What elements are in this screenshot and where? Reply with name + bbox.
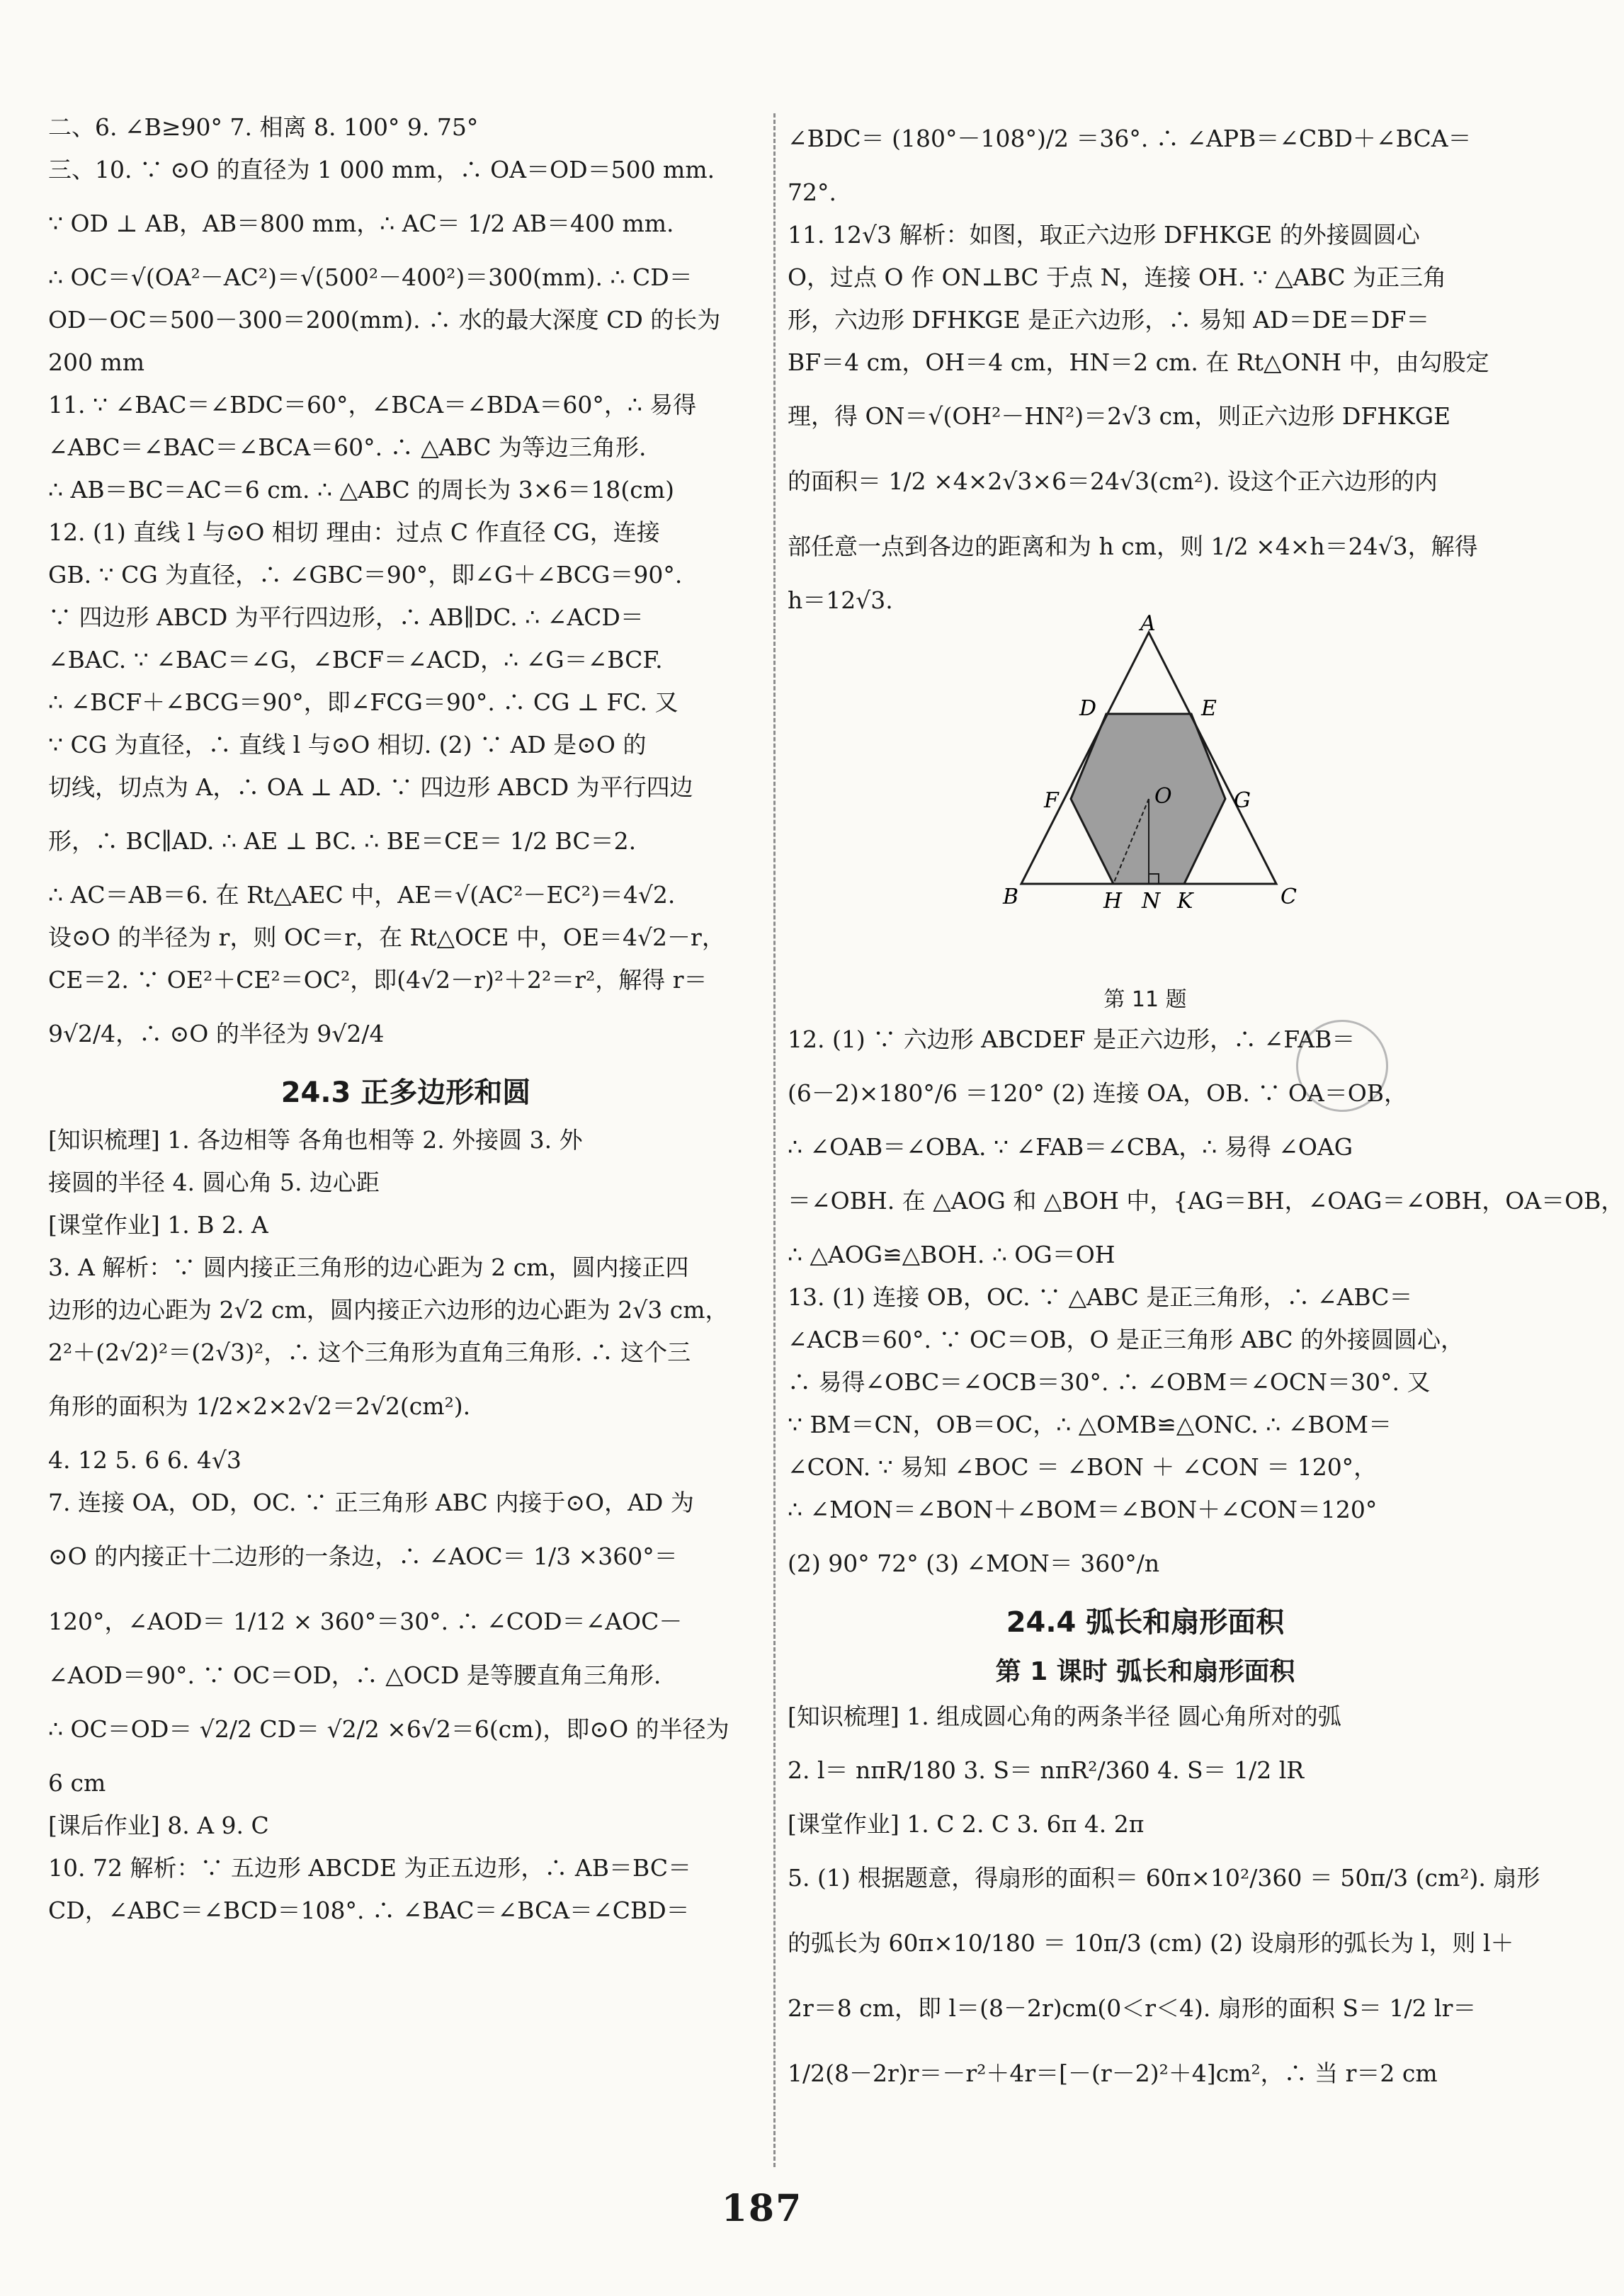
right-column: [788, 106, 1624, 2106]
text-line: ∴ AC＝AB＝6. 在 Rt△AEC 中，AE＝√(AC²－EC²)＝4√2.: [48, 881, 676, 909]
text-line: 的弧长为 60π×10/180 ＝ 10π/3 (cm) (2) 设扇形的弧长为 l，则 l＋: [788, 1929, 1514, 1957]
text-line: 接圆的半径 4. 圆心角 5. 边心距: [48, 1169, 380, 1196]
text-line: 2²＋(2√2)²＝(2√3)²，∴ 这个三角形为直角三角形. ∴ 这个三: [48, 1339, 691, 1366]
text-line: ⊙O 的内接正十二边形的一条边，∴ ∠AOC＝ 1/3 ×360°＝: [48, 1542, 678, 1570]
text-line: ∠BAC. ∵ ∠BAC＝∠G，∠BCF＝∠ACD，∴ ∠G＝∠BCF.: [48, 646, 663, 674]
text-line: ∠CON. ∵ 易知 ∠BOC ＝ ∠BON ＋ ∠CON ＝ 120°，: [788, 1453, 1378, 1481]
text-line: 2. l＝ nπR/180 3. S＝ nπR²/360 4. S＝ 1/2 lR: [788, 1756, 1305, 1784]
text-line: 5. (1) 根据题意，得扇形的面积＝ 60π×10²/360 ＝ 50π/3 (cm²). 扇形: [788, 1864, 1540, 1892]
text-line: ∴ ∠OAB＝∠OBA. ∵ ∠FAB＝∠CBA，∴ 易得 ∠OAG: [788, 1133, 1353, 1161]
point-label-e: E: [1201, 696, 1217, 721]
text-line: 1/2(8－2r)r＝－r²＋4r＝[－(r－2)²＋4]cm²，∴ 当 r＝2 cm: [788, 2059, 1438, 2087]
text-line: [课堂作业] 1. C 2. C 3. 6π 4. 2π: [788, 1810, 1145, 1838]
text-line: 理，得 ON＝√(OH²－HN²)＝2√3 cm，则正六边形 DFHKGE: [788, 402, 1451, 430]
text-line: [知识梳理] 1. 组成圆心角的两条半径 圆心角所对的弧: [788, 1703, 1341, 1730]
text-line: CE＝2. ∵ OE²＋CE²＝OC²，即(4√2－r)²＋2²＝r²，解得 r＝: [48, 966, 708, 994]
text-line: ∠BDC＝ (180°－108°)/2 ＝36°. ∴ ∠APB＝∠CBD＋∠BCA＝: [788, 125, 1472, 152]
text-line: 切线，切点为 A，∴ OA ⊥ AD. ∵ 四边形 ABCD 为平行四边: [48, 773, 693, 801]
triangle-hexagon-diagram: [1000, 611, 1298, 976]
text-line: 9√2/4，∴ ⊙O 的半径为 9√2/4: [48, 1020, 385, 1047]
text-line: 形，∴ BC∥AD. ∴ AE ⊥ BC. ∴ BE＝CE＝ 1/2 BC＝2.: [48, 827, 637, 855]
point-label-d: D: [1079, 696, 1097, 721]
text-line: [课堂作业] 1. B 2. A: [48, 1211, 268, 1239]
text-line: 3. A 解析：∵ 圆内接正三角形的边心距为 2 cm，圆内接正四: [48, 1254, 689, 1281]
point-label-g: G: [1234, 788, 1251, 813]
text-line: ∴ △AOG≌△BOH. ∴ OG＝OH: [788, 1241, 1115, 1268]
text-line: 形，六边形 DFHKGE 是正六边形，∴ 易知 AD＝DE＝DF＝: [788, 306, 1430, 334]
answer-block-problems-12-13: [788, 1018, 1624, 1596]
section-heading-24-4: 24.4 弧长和扇形面积: [1006, 1606, 1285, 1639]
point-label-a: A: [1140, 611, 1156, 636]
text-line: 7. 连接 OA，OD，OC. ∵ 正三角形 ABC 内接于⊙O，AD 为: [48, 1489, 694, 1516]
text-line: ∵ BM＝CN，OB＝OC，∴ △OMB≌△ONC. ∴ ∠BOM＝: [788, 1411, 1392, 1438]
text-line: ∴ ∠MON＝∠BON＋∠BOM＝∠BON＋∠CON＝120°: [788, 1496, 1378, 1523]
text-line: [课后作业] 8. A 9. C: [48, 1812, 269, 1839]
text-line: 11. ∵ ∠BAC＝∠BDC＝60°，∠BCA＝∠BDA＝60°，∴ 易得: [48, 391, 697, 419]
text-line: ∠ABC＝∠BAC＝∠BCA＝60°. ∴ △ABC 为等边三角形.: [48, 433, 647, 461]
text-line: [知识梳理] 1. 各边相等 各角也相等 2. 外接圆 3. 外: [48, 1126, 583, 1154]
column-divider: [773, 113, 776, 2167]
answer-block-continued: [788, 106, 1503, 622]
answer-block-24-2: [48, 106, 763, 1067]
point-label-h: H: [1103, 889, 1123, 914]
text-line: (2) 90° 72° (3) ∠MON＝ 360°/n: [788, 1550, 1160, 1577]
text-line: OD－OC＝500－300＝200(mm). ∴ 水的最大深度 CD 的长为: [48, 306, 721, 334]
text-line: 部任意一点到各边的距离和为 h cm，则 1/2 ×4×h＝24√3，解得: [788, 533, 1478, 560]
text-line: ∴ AB＝BC＝AC＝6 cm. ∴ △ABC 的周长为 3×6＝18(cm): [48, 476, 674, 504]
text-line: 边形的边心距为 2√2 cm，圆内接正六边形的边心距为 2√3 cm，: [48, 1296, 729, 1324]
text-line: ＝∠OBH. 在 △AOG 和 △BOH 中，{AG＝BH，∠OAG＝∠OBH，OA＝OB，: [788, 1187, 1624, 1215]
point-label-b: B: [1003, 885, 1019, 909]
text-line: ∵ CG 为直径，∴ 直线 l 与⊙O 相切. (2) ∵ AD 是⊙O 的: [48, 731, 647, 758]
text-line: (6－2)×180°/6 ＝120° (2) 连接 OA，OB. ∵ OA＝OB，: [788, 1079, 1408, 1107]
text-line: O，过点 O 作 ON⊥BC 于点 N，连接 OH. ∵ △ABC 为正三角: [788, 263, 1447, 291]
left-column: [48, 106, 763, 1932]
page-number: 187: [721, 2187, 803, 2230]
text-line: 二、6. ∠B≥90° 7. 相离 8. 100° 9. 75°: [48, 113, 479, 141]
text-line: ∠AOD＝90°. ∵ OC＝OD，∴ △OCD 是等腰直角三角形.: [48, 1661, 661, 1689]
text-line: 设⊙O 的半径为 r，则 OC＝r，在 Rt△OCE 中，OE＝4√2－r，: [48, 923, 725, 951]
text-line: h＝12√3.: [788, 586, 893, 614]
text-line: 6 cm: [48, 1769, 106, 1797]
text-line: BF＝4 cm，OH＝4 cm，HN＝2 cm. 在 Rt△ONH 中，由勾股定: [788, 348, 1489, 376]
text-line: ∴ ∠BCF＋∠BCG＝90°，即∠FCG＝90°. ∴ CG ⊥ FC. 又: [48, 688, 678, 716]
text-line: ∵ 四边形 ABCD 为平行四边形，∴ AB∥DC. ∴ ∠ACD＝: [48, 603, 644, 631]
point-label-o: O: [1154, 784, 1172, 809]
section-heading-24-3: 24.3 正多边形和圆: [280, 1076, 531, 1109]
answer-block-24-4: [788, 1695, 1540, 2106]
text-line: CD，∠ABC＝∠BCD＝108°. ∴ ∠BAC＝∠BCA＝∠CBD＝: [48, 1897, 690, 1924]
point-label-f: F: [1044, 788, 1059, 813]
figure-caption: 第 11 题: [1103, 987, 1187, 1012]
text-line: 10. 72 解析：∵ 五边形 ABCDE 为正五边形，∴ AB＝BC＝: [48, 1854, 692, 1882]
text-line: 角形的面积为 1/2×2×2√2＝2√2(cm²).: [48, 1392, 471, 1420]
text-line: 120°，∠AOD＝ 1/12 × 360°＝30°. ∴ ∠COD＝∠AOC－: [48, 1608, 683, 1635]
text-line: 2r＝8 cm，即 l＝(8－2r)cm(0＜r＜4). 扇形的面积 S＝ 1/2 lr＝: [788, 1994, 1477, 2022]
point-label-n: N: [1142, 889, 1161, 914]
answer-block-24-3: [48, 1119, 763, 1932]
text-line: 12. (1) ∵ 六边形 ABCDEF 是正六边形，∴ ∠FAB＝: [788, 1025, 1356, 1053]
text-line: ∴ OC＝√(OA²－AC²)＝√(500²－400²)＝300(mm). ∴ CD＝: [48, 263, 693, 291]
figure-11: [788, 611, 1503, 1018]
text-line: ∴ 易得∠OBC＝∠OCB＝30°. ∴ ∠OBM＝∠OCN＝30°. 又: [788, 1368, 1431, 1396]
text-line: 的面积＝ 1/2 ×4×2√3×6＝24√3(cm²). 设这个正六边形的内: [788, 467, 1438, 495]
text-line: 三、10. ∵ ⊙O 的直径为 1 000 mm，∴ OA＝OD＝500 mm.: [48, 156, 715, 183]
text-line: GB. ∵ CG 为直径，∴ ∠GBC＝90°，即∠G＋∠BCG＝90°.: [48, 561, 683, 589]
text-line: 12. (1) 直线 l 与⊙O 相切 理由：过点 C 作直径 CG，连接: [48, 518, 660, 546]
text-line: 11. 12√3 解析：如图，取正六边形 DFHKGE 的外接圆圆心: [788, 221, 1420, 249]
text-line: 4. 12 5. 6 6. 4√3: [48, 1446, 242, 1474]
point-label-c: C: [1281, 885, 1297, 909]
point-label-k: K: [1177, 889, 1193, 914]
lesson-heading: 第 1 课时 弧长和扇形面积: [995, 1657, 1295, 1686]
text-line: 200 mm: [48, 348, 145, 376]
text-line: 72°.: [788, 178, 836, 206]
text-line: ∵ OD ⊥ AB，AB＝800 mm，∴ AC＝ 1/2 AB＝400 mm.: [48, 210, 674, 237]
text-line: 13. (1) 连接 OB，OC. ∵ △ABC 是正三角形，∴ ∠ABC＝: [788, 1283, 1413, 1311]
text-line: ∠ACB＝60°. ∵ OC＝OB，O 是正三角形 ABC 的外接圆圆心，: [788, 1326, 1465, 1353]
text-line: ∴ OC＝OD＝ √2/2 CD＝ √2/2 ×6√2＝6(cm)，即⊙O 的半径为: [48, 1715, 729, 1743]
